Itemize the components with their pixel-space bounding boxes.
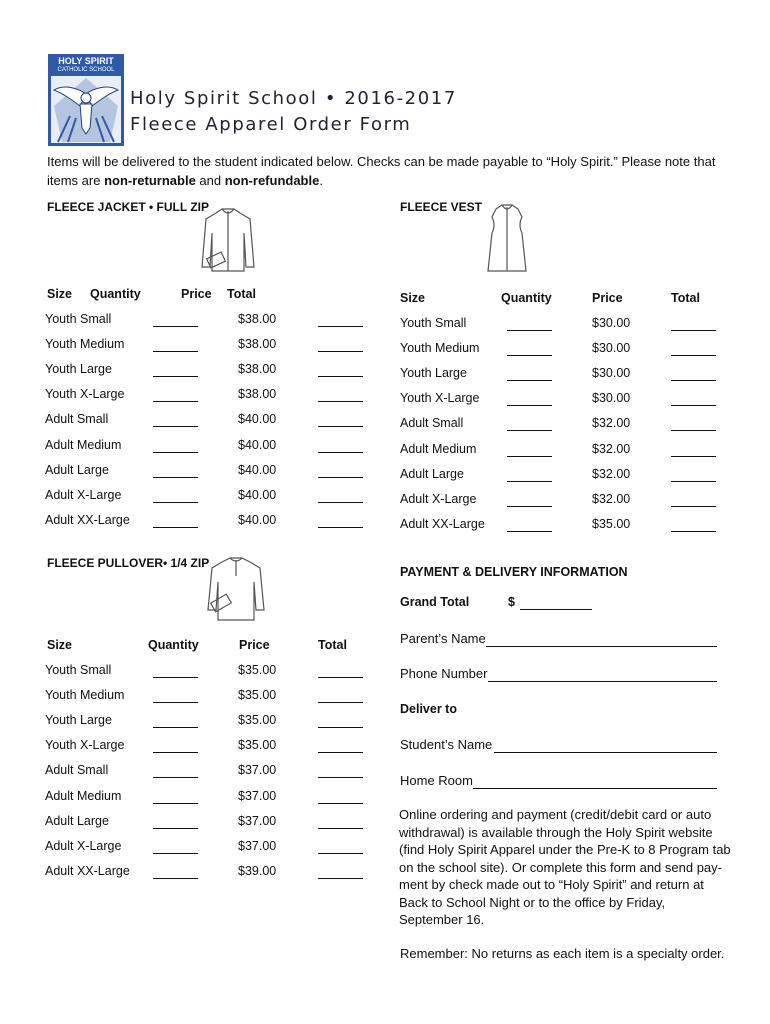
intro-part1: Items will be delivered to the student indicated below. Checks can be made payable to “Holy Spirit.” Please note that items are bbox=[47, 154, 716, 188]
pullover-row-total-field[interactable] bbox=[318, 726, 363, 728]
vest-row-quantity-field[interactable] bbox=[507, 329, 552, 331]
jacket-col-total: Total bbox=[227, 287, 256, 301]
pullover-row-size: Youth Medium bbox=[45, 688, 125, 703]
jacket-row-size: Adult Large bbox=[45, 462, 109, 477]
home-room-field[interactable] bbox=[473, 787, 717, 789]
vest-row-size: Adult Large bbox=[400, 466, 464, 481]
pullover-row-price: $35.00 bbox=[238, 663, 277, 677]
vest-row-quantity-field[interactable] bbox=[507, 530, 552, 532]
pullover-row-price: $39.00 bbox=[238, 863, 277, 878]
vest-row-total-field[interactable] bbox=[671, 329, 716, 331]
vest-row-total-field[interactable] bbox=[671, 429, 716, 431]
vest-image bbox=[482, 203, 532, 275]
jacket-row-total-field[interactable] bbox=[318, 400, 363, 402]
vest-row-total-field[interactable] bbox=[671, 379, 716, 381]
page-title: Holy Spirit School • 2016-2017 bbox=[130, 88, 457, 109]
jacket-row-total-field[interactable] bbox=[318, 425, 363, 427]
vest-heading: FLEECE VEST bbox=[400, 200, 483, 214]
pullover-row-size: Youth Small bbox=[45, 663, 112, 677]
intro-part2: and bbox=[195, 173, 225, 188]
pullover-row-quantity-field[interactable] bbox=[153, 726, 198, 728]
pullover-row-total-field[interactable] bbox=[318, 877, 363, 879]
jacket-row-quantity-field[interactable] bbox=[153, 350, 198, 352]
vest-col-price: Price bbox=[592, 291, 623, 305]
intro-bold-nonreturnable: non-returnable bbox=[104, 173, 196, 188]
school-logo bbox=[48, 54, 124, 146]
jacket-row-quantity-field[interactable] bbox=[153, 526, 198, 528]
pullover-row-total-field[interactable] bbox=[318, 701, 363, 703]
jacket-row-total-field[interactable] bbox=[318, 350, 363, 352]
vest-col-total: Total bbox=[671, 291, 700, 305]
online-text-line: withdrawal) is available through the Holy Spirit website bbox=[399, 824, 713, 840]
online-text-line: on the school site). Or complete this form and send pay- bbox=[399, 859, 722, 875]
jacket-row-size: Youth Small bbox=[45, 312, 112, 326]
page-subtitle: Fleece Apparel Order Form bbox=[130, 114, 412, 135]
jacket-row-price: $40.00 bbox=[238, 412, 277, 427]
jacket-row-quantity-field[interactable] bbox=[153, 375, 198, 377]
online-text-line: Back to School Night or to the office by Friday, bbox=[399, 894, 666, 910]
jacket-row-price: $38.00 bbox=[238, 362, 277, 377]
jacket-row-size: Youth Large bbox=[45, 362, 112, 377]
jacket-col-price: Price bbox=[181, 287, 212, 301]
jacket-row-quantity-field[interactable] bbox=[153, 501, 198, 503]
vest-row-quantity-field[interactable] bbox=[507, 480, 552, 482]
grand-total-field[interactable] bbox=[520, 608, 592, 610]
vest-row-total-field[interactable] bbox=[671, 354, 716, 356]
students-name-label: Student’s Name bbox=[400, 737, 493, 752]
vest-row-size: Youth Small bbox=[400, 316, 467, 330]
online-text-line: September 16. bbox=[399, 912, 485, 927]
jacket-col-quantity: Quantity bbox=[90, 287, 141, 301]
pullover-row-quantity-field[interactable] bbox=[153, 776, 198, 778]
vest-row-size: Youth Medium bbox=[400, 341, 480, 356]
pullover-row-total-field[interactable] bbox=[318, 802, 363, 804]
jacket-row-size: Adult X-Large bbox=[45, 487, 122, 502]
jacket-row-total-field[interactable] bbox=[318, 526, 363, 528]
jacket-row-size: Adult Medium bbox=[45, 437, 122, 452]
jacket-row-price: $38.00 bbox=[238, 312, 277, 326]
pullover-row-price: $37.00 bbox=[238, 763, 277, 778]
phone-number-field[interactable] bbox=[488, 680, 717, 682]
vest-row-quantity-field[interactable] bbox=[507, 404, 552, 406]
pullover-row-quantity-field[interactable] bbox=[153, 852, 198, 854]
jacket-row-price: $40.00 bbox=[238, 437, 277, 452]
vest-col-quantity: Quantity bbox=[501, 291, 552, 305]
pullover-row-size: Adult X-Large bbox=[45, 838, 122, 853]
pullover-row-price: $37.00 bbox=[238, 813, 277, 828]
vest-row-price: $35.00 bbox=[592, 516, 631, 531]
pullover-row-quantity-field[interactable] bbox=[153, 802, 198, 804]
pullover-row-quantity-field[interactable] bbox=[153, 676, 198, 678]
jacket-row-price: $38.00 bbox=[238, 387, 277, 402]
vest-row-size: Adult Small bbox=[400, 416, 464, 431]
pullover-col-size: Size bbox=[47, 638, 73, 652]
jacket-row-total-field[interactable] bbox=[318, 476, 363, 478]
vest-row-price: $30.00 bbox=[592, 316, 631, 330]
jacket-row-quantity-field[interactable] bbox=[153, 400, 198, 402]
vest-row-quantity-field[interactable] bbox=[507, 379, 552, 381]
jacket-row-price: $38.00 bbox=[238, 337, 277, 352]
vest-row-quantity-field[interactable] bbox=[507, 429, 552, 431]
pullover-row-total-field[interactable] bbox=[318, 827, 363, 829]
pullover-row-price: $35.00 bbox=[238, 688, 277, 703]
vest-row-total-field[interactable] bbox=[671, 480, 716, 482]
jacket-heading: FLEECE JACKET • FULL ZIP bbox=[47, 200, 209, 214]
vest-row-size: Youth X-Large bbox=[400, 391, 480, 406]
pullover-row-size: Youth X-Large bbox=[45, 738, 125, 753]
jacket-row-size: Adult Small bbox=[45, 412, 109, 427]
pullover-row-quantity-field[interactable] bbox=[153, 751, 198, 753]
pullover-row-price: $35.00 bbox=[238, 738, 277, 753]
students-name-field[interactable] bbox=[494, 751, 717, 753]
pullover-image bbox=[204, 554, 268, 626]
intro-text bbox=[47, 152, 737, 190]
vest-col-size: Size bbox=[400, 291, 426, 305]
pullover-row-total-field[interactable] bbox=[318, 676, 363, 678]
online-text-line: Online ordering and payment (credit/debit card or auto bbox=[399, 807, 712, 822]
jacket-row-price: $40.00 bbox=[238, 462, 277, 477]
pullover-row-size: Youth Large bbox=[45, 713, 112, 728]
vest-row-price: $30.00 bbox=[592, 366, 631, 381]
deliver-to-label: Deliver to bbox=[400, 702, 457, 716]
pullover-row-size: Adult Medium bbox=[45, 788, 122, 803]
jacket-row-quantity-field[interactable] bbox=[153, 451, 198, 453]
vest-row-total-field[interactable] bbox=[671, 505, 716, 507]
home-room-label: Home Room bbox=[400, 773, 473, 788]
jacket-row-quantity-field[interactable] bbox=[153, 325, 198, 327]
online-ordering-text bbox=[399, 806, 734, 929]
vest-row-size: Youth Large bbox=[400, 366, 467, 381]
pullover-col-total: Total bbox=[318, 638, 347, 652]
pullover-heading: FLEECE PULLOVER• 1/4 ZIP bbox=[47, 556, 210, 570]
phone-number-label: Phone Number bbox=[400, 666, 488, 681]
intro-part3: . bbox=[319, 173, 323, 188]
jacket-row-quantity-field[interactable] bbox=[153, 476, 198, 478]
jacket-row-quantity-field[interactable] bbox=[153, 425, 198, 427]
vest-row-quantity-field[interactable] bbox=[507, 354, 552, 356]
jacket-row-total-field[interactable] bbox=[318, 325, 363, 327]
jacket-row-total-field[interactable] bbox=[318, 501, 363, 503]
remember-text: Remember: No returns as each item is a specialty order. bbox=[400, 946, 725, 961]
pullover-row-size: Adult XX-Large bbox=[45, 863, 130, 878]
pullover-col-price: Price bbox=[239, 638, 270, 652]
vest-row-quantity-field[interactable] bbox=[507, 455, 552, 457]
pullover-row-quantity-field[interactable] bbox=[153, 701, 198, 703]
intro-bold-nonrefundable: non-refundable bbox=[224, 173, 320, 188]
jacket-row-size: Adult XX-Large bbox=[45, 512, 130, 527]
vest-row-price: $30.00 bbox=[592, 391, 631, 406]
jacket-row-total-field[interactable] bbox=[318, 375, 363, 377]
pullover-row-quantity-field[interactable] bbox=[153, 877, 198, 879]
pullover-row-quantity-field[interactable] bbox=[153, 827, 198, 829]
vest-row-total-field[interactable] bbox=[671, 404, 716, 406]
parents-name-field[interactable] bbox=[486, 645, 717, 647]
vest-row-price: $32.00 bbox=[592, 491, 631, 506]
vest-row-total-field[interactable] bbox=[671, 455, 716, 457]
vest-row-total-field[interactable] bbox=[671, 530, 716, 532]
vest-row-price: $32.00 bbox=[592, 416, 631, 431]
pullover-row-total-field[interactable] bbox=[318, 776, 363, 778]
jacket-row-size: Youth Medium bbox=[45, 337, 125, 352]
vest-row-price: $32.00 bbox=[592, 466, 631, 481]
pullover-row-price: $35.00 bbox=[238, 713, 277, 728]
logo-line2: CATHOLIC SCHOOL bbox=[57, 67, 115, 73]
online-text-line: ment by check made out to “Holy Spirit” and return at bbox=[399, 877, 704, 892]
vest-row-price: $30.00 bbox=[592, 341, 631, 356]
pullover-row-size: Adult Small bbox=[45, 763, 109, 778]
logo-line1: HOLY SPIRIT bbox=[58, 56, 114, 66]
vest-row-quantity-field[interactable] bbox=[507, 505, 552, 507]
parents-name-label: Parent’s Name bbox=[400, 631, 486, 646]
jacket-image bbox=[198, 205, 258, 277]
pullover-row-total-field[interactable] bbox=[318, 852, 363, 854]
pullover-row-total-field[interactable] bbox=[318, 751, 363, 753]
jacket-col-size: Size bbox=[47, 287, 73, 301]
jacket-row-price: $40.00 bbox=[238, 487, 277, 502]
online-text-line: (find Holy Spirit Apparel under the Pre-K to 8 Program tab bbox=[399, 842, 731, 857]
jacket-row-total-field[interactable] bbox=[318, 451, 363, 453]
vest-row-size: Adult Medium bbox=[400, 441, 477, 456]
grand-total-label: Grand Total bbox=[400, 595, 470, 609]
jacket-row-price: $40.00 bbox=[238, 512, 277, 527]
pullover-row-size: Adult Large bbox=[45, 813, 109, 828]
jacket-row-size: Youth X-Large bbox=[45, 387, 125, 402]
vest-row-size: Adult X-Large bbox=[400, 491, 477, 506]
grand-total-dollar: $ bbox=[508, 595, 515, 609]
pullover-col-quantity: Quantity bbox=[148, 638, 199, 652]
pullover-row-price: $37.00 bbox=[238, 788, 277, 803]
vest-row-size: Adult XX-Large bbox=[400, 516, 485, 531]
vest-row-price: $32.00 bbox=[592, 441, 631, 456]
payment-heading: PAYMENT & DELIVERY INFORMATION bbox=[400, 565, 628, 579]
pullover-row-price: $37.00 bbox=[238, 838, 277, 853]
